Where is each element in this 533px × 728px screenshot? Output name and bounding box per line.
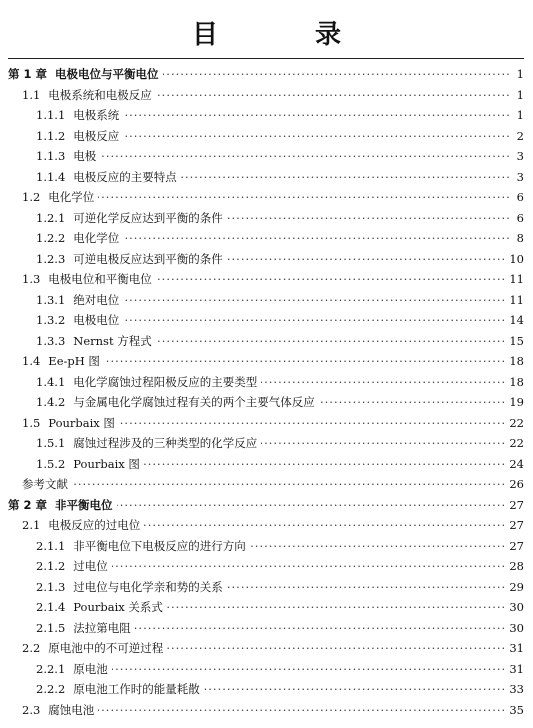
toc-entry-number: 1.1.4 — [36, 169, 66, 184]
toc-entry-label: 电极电位 — [73, 313, 120, 327]
toc-entry-sub[interactable] — [0, 577, 533, 598]
toc-entry-title — [22, 269, 156, 290]
toc-entry-number: 2.2.2 — [36, 682, 66, 696]
toc-entry-label: 可逆电极反应达到平衡的条件 — [73, 251, 223, 266]
toc-entry-title — [22, 187, 98, 208]
toc-entry-number: 2.1 — [22, 518, 41, 532]
toc-entry-label: 原电池 — [73, 661, 108, 676]
toc-entry-number: 2.2.1 — [36, 661, 66, 676]
toc-entry-label: 过电位与电化学亲和势的关系 — [73, 579, 223, 594]
toc-entry-label: Ee-pH 图 — [48, 354, 100, 368]
toc-entry-page: 6 — [510, 187, 524, 208]
toc-entry-title — [36, 679, 204, 700]
toc-entry-sub[interactable] — [0, 618, 533, 639]
toc-entry-number: 1.4 — [22, 354, 41, 368]
toc-entry-page: 22 — [505, 433, 524, 454]
toc-entry-page: 2 — [510, 126, 524, 147]
toc-entry-number: 1.3.3 — [36, 333, 66, 348]
table-of-contents — [0, 64, 533, 720]
toc-entry-page: 27 — [505, 536, 524, 557]
toc-entry-title — [22, 474, 72, 495]
toc-entry-number: 1.5.1 — [36, 436, 66, 450]
toc-entry-title — [22, 413, 119, 434]
toc-entry-sub[interactable] — [0, 454, 533, 475]
toc-entry-title — [36, 228, 123, 249]
toc-entry-label: 电化学位 — [73, 231, 120, 245]
toc-entry-title — [36, 577, 227, 598]
toc-entry-page: 1 — [510, 105, 524, 126]
toc-entry-title — [36, 597, 167, 618]
toc-entry-section[interactable] — [0, 638, 533, 659]
toc-entry-number: 1.5.2 — [36, 456, 66, 471]
toc-entry-number: 2.3 — [22, 702, 41, 717]
toc-entry-number: 1.2.2 — [36, 231, 66, 245]
toc-entry-label: 电极反应的主要特点 — [73, 169, 177, 184]
toc-entry-sub[interactable] — [0, 659, 533, 680]
toc-entry-sub[interactable] — [0, 249, 533, 270]
toc-entry-title — [36, 331, 156, 352]
toc-entry-title — [36, 310, 123, 331]
toc-entry-label: 过电位 — [73, 559, 108, 573]
toc-entry-sub[interactable] — [0, 372, 533, 393]
toc-entry-section[interactable] — [0, 413, 533, 434]
toc-entry-page: 11 — [505, 290, 524, 311]
toc-entry-page: 31 — [505, 638, 524, 659]
toc-entry-title — [36, 126, 123, 147]
toc-entry-sub[interactable] — [0, 392, 533, 413]
toc-entry-number: 1.5 — [22, 415, 41, 430]
toc-entry-page: 6 — [510, 208, 524, 229]
dot-leader — [22, 474, 524, 495]
toc-entry-sub[interactable] — [0, 536, 533, 557]
page-title: 目 录 — [191, 20, 386, 50]
toc-entry-title — [36, 392, 319, 413]
toc-entry-label: 与金属电化学腐蚀过程有关的两个主要气体反应 — [73, 395, 315, 409]
toc-entry-number: 2.2 — [22, 641, 41, 655]
toc-entry-label: 电化学位 — [48, 190, 95, 204]
toc-entry-section[interactable] — [0, 700, 533, 721]
toc-entry-section[interactable] — [0, 85, 533, 106]
toc-entry-title — [22, 351, 104, 372]
toc-entry-page: 27 — [505, 495, 524, 516]
toc-entry-number: 1.4.1 — [36, 374, 66, 389]
toc-entry-title — [36, 105, 123, 126]
toc-entry-number: 1.4.2 — [36, 395, 66, 409]
toc-entry-number: 1.2.3 — [36, 251, 66, 266]
toc-entry-title — [22, 700, 98, 721]
toc-entry-number: 第 2 章 — [8, 497, 48, 512]
toc-entry-title — [8, 495, 117, 516]
toc-entry-page: 10 — [505, 249, 524, 270]
toc-entry-number: 1.3.1 — [36, 292, 66, 307]
toc-entry-sub[interactable] — [0, 679, 533, 700]
toc-entry-title — [22, 638, 167, 659]
toc-entry-title — [36, 290, 123, 311]
toc-entry-number: 2.1.1 — [36, 538, 66, 553]
toc-entry-page: 29 — [505, 577, 524, 598]
toc-entry-chapter[interactable] — [0, 495, 533, 516]
toc-entry-number: 1.2.1 — [36, 210, 66, 225]
toc-entry-section[interactable] — [0, 187, 533, 208]
toc-entry-number: 1.3.2 — [36, 313, 66, 327]
toc-entry-number: 1.2 — [22, 190, 41, 204]
toc-entry-page: 1 — [510, 85, 524, 106]
title-divider — [8, 58, 524, 59]
toc-entry-number: 1.1 — [22, 87, 41, 102]
toc-entry-label: 非平衡电位下电极反应的进行方向 — [73, 538, 246, 553]
toc-entry-sub[interactable] — [0, 126, 533, 147]
toc-entry-label: 法拉第电阻 — [73, 620, 131, 635]
toc-entry-page: 27 — [505, 515, 524, 536]
toc-entry-title — [36, 454, 144, 475]
toc-entry-number: 2.1.2 — [36, 559, 66, 573]
toc-entry-section[interactable] — [0, 269, 533, 290]
toc-entry-label: 电极电位和平衡电位 — [48, 272, 152, 286]
toc-entry-label: Pourbaix 图 — [48, 415, 115, 430]
toc-entry-section[interactable] — [0, 351, 533, 372]
toc-entry-number: 1.1.2 — [36, 128, 66, 143]
toc-entry-sub[interactable] — [0, 556, 533, 577]
toc-entry-page: 30 — [505, 618, 524, 639]
toc-entry-title — [22, 85, 156, 106]
toc-entry-title — [22, 515, 144, 536]
toc-entry-number: 2.1.5 — [36, 620, 66, 635]
toc-entry-page: 30 — [505, 597, 524, 618]
toc-entry-label: 电极系统和电极反应 — [48, 87, 152, 102]
toc-entry-title — [36, 249, 227, 270]
toc-entry-page: 3 — [510, 146, 524, 167]
toc-entry-title — [36, 208, 227, 229]
toc-entry-page: 18 — [505, 372, 524, 393]
toc-entry-sub[interactable] — [0, 228, 533, 249]
toc-entry-chapter[interactable] — [0, 64, 533, 85]
toc-entry-label: 电极反应 — [73, 128, 120, 143]
toc-entry-label: 电极 — [73, 149, 97, 163]
toc-entry-title — [36, 146, 100, 167]
dot-leader — [36, 146, 524, 167]
toc-entry-label: Pourbaix 图 — [73, 456, 140, 471]
toc-entry-page: 15 — [505, 331, 524, 352]
toc-entry-page: 22 — [505, 413, 524, 434]
toc-entry-label: 可逆化学反应达到平衡的条件 — [73, 210, 223, 225]
toc-entry-title — [36, 659, 112, 680]
toc-entry-page: 28 — [505, 556, 524, 577]
toc-entry-page: 8 — [510, 228, 524, 249]
toc-entry-label: 腐蚀电池 — [48, 702, 95, 717]
toc-entry-label: 原电池中的不可逆过程 — [48, 641, 164, 655]
toc-entry-title — [36, 556, 112, 577]
toc-entry-label: 电化学腐蚀过程阳极反应的主要类型 — [73, 374, 258, 389]
toc-entry-section[interactable] — [0, 515, 533, 536]
toc-entry-title — [36, 618, 135, 639]
toc-entry-label: 电极电位与平衡电位 — [55, 67, 159, 81]
toc-entry-page: 3 — [510, 167, 524, 188]
toc-entry-number: 1.3 — [22, 272, 41, 286]
toc-entry-page: 24 — [505, 454, 524, 475]
toc-entry-page: 1 — [510, 64, 524, 85]
toc-entry-label: 非平衡电位 — [55, 497, 113, 512]
toc-entry-label: 绝对电位 — [73, 292, 120, 307]
toc-entry-label: Pourbaix 关系式 — [73, 600, 163, 614]
toc-entry-sub[interactable] — [0, 167, 533, 188]
toc-entry-number: 1.1.3 — [36, 149, 66, 163]
toc-entry-title — [36, 372, 261, 393]
toc-entry-label: 原电池工作时的能量耗散 — [73, 682, 200, 696]
toc-entry-label: 腐蚀过程涉及的三种类型的化学反应 — [73, 436, 258, 450]
toc-entry-number: 第 1 章 — [8, 67, 48, 81]
toc-entry-sub[interactable] — [0, 208, 533, 229]
toc-entry-number: 2.1.4 — [36, 600, 66, 614]
toc-entry-label: 电极反应的过电位 — [48, 518, 141, 532]
toc-entry-label: 参考文献 — [22, 477, 68, 491]
toc-entry-ref[interactable] — [0, 474, 533, 495]
toc-entry-label: 电极系统 — [73, 108, 120, 122]
toc-entry-sub[interactable] — [0, 290, 533, 311]
toc-entry-sub[interactable] — [0, 597, 533, 618]
toc-entry-title — [8, 64, 163, 85]
toc-entry-page: 35 — [505, 700, 524, 721]
toc-entry-page: 33 — [505, 679, 524, 700]
toc-entry-sub[interactable] — [0, 433, 533, 454]
toc-entry-title — [36, 167, 181, 188]
toc-entry-title — [36, 536, 250, 557]
toc-entry-sub[interactable] — [0, 105, 533, 126]
toc-entry-title — [36, 433, 261, 454]
toc-entry-page: 31 — [505, 659, 524, 680]
toc-entry-page: 11 — [505, 269, 524, 290]
toc-entry-sub[interactable] — [0, 146, 533, 167]
toc-entry-number: 2.1.3 — [36, 579, 66, 594]
toc-entry-page: 26 — [505, 474, 524, 495]
toc-entry-sub[interactable] — [0, 310, 533, 331]
toc-entry-page: 14 — [505, 310, 524, 331]
toc-entry-number: 1.1.1 — [36, 108, 66, 122]
toc-entry-label: Nernst 方程式 — [73, 333, 152, 348]
toc-entry-page: 18 — [505, 351, 524, 372]
toc-entry-page: 19 — [505, 392, 524, 413]
toc-entry-sub[interactable] — [0, 331, 533, 352]
